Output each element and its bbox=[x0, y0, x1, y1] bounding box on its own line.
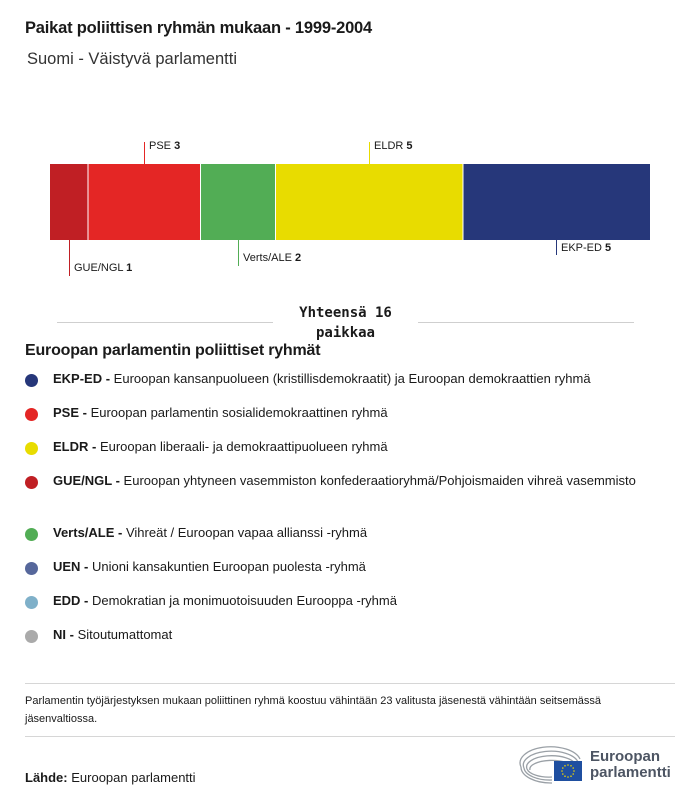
legend-item bbox=[25, 370, 645, 388]
legend-description: Euroopan liberaali- ja demokraattipuolueen ryhmä bbox=[96, 439, 388, 454]
legend-item bbox=[25, 558, 645, 576]
star-icon bbox=[561, 770, 563, 772]
legend-abbr: EDD - bbox=[53, 593, 89, 608]
star-icon bbox=[570, 765, 572, 767]
total-seats bbox=[0, 300, 700, 344]
source-label: Lähde: bbox=[25, 770, 68, 785]
star-icon bbox=[573, 770, 575, 772]
bar-segment-pse bbox=[89, 164, 201, 240]
star-icon bbox=[564, 765, 566, 767]
european-parliament-logo bbox=[518, 745, 683, 785]
data-label-value: 2 bbox=[294, 252, 302, 264]
legend-color-dot-icon bbox=[25, 374, 38, 387]
data-label bbox=[74, 262, 132, 274]
divider bbox=[25, 736, 675, 737]
legend-abbr: GUE/NGL - bbox=[53, 473, 120, 488]
legend-item bbox=[25, 626, 645, 644]
data-label-value: 1 bbox=[126, 262, 133, 274]
bar-segment-eldr bbox=[276, 164, 463, 240]
legend-abbr: UEN - bbox=[53, 559, 89, 574]
legend-item bbox=[25, 592, 645, 610]
data-label-category: GUE/NGL bbox=[74, 262, 127, 274]
chart-title: Paikat poliittisen ryhmän mukaan - 1999-2004 bbox=[25, 19, 373, 37]
total-seats-label bbox=[273, 303, 418, 343]
legend-color-dot-icon bbox=[25, 528, 38, 541]
logo-line1: Euroopan bbox=[590, 748, 660, 765]
data-label bbox=[149, 140, 180, 152]
star-icon bbox=[562, 767, 564, 769]
legend-description: Demokratian ja monimuotoisuuden Eurooppa -ryhmä bbox=[88, 593, 397, 608]
source bbox=[25, 770, 196, 785]
legend-color-dot-icon bbox=[25, 408, 38, 421]
total-seats-line2: paikkaa bbox=[315, 325, 375, 341]
legend-color-dot-icon bbox=[25, 596, 38, 609]
stacked-seat-bar-chart bbox=[0, 130, 700, 290]
divider bbox=[25, 683, 675, 684]
data-label-category: PSE bbox=[149, 140, 175, 152]
legend-color-dot-icon bbox=[25, 630, 38, 643]
legend-abbr: EKP-ED - bbox=[53, 371, 111, 386]
legend-abbr: PSE - bbox=[53, 405, 87, 420]
logo-line2: parlamentti bbox=[590, 764, 671, 781]
legend-description: Euroopan kansanpuolueen (kristillisdemokraatit) ja Euroopan demokraattien ryhmä bbox=[110, 371, 591, 386]
data-label-value: 5 bbox=[406, 140, 413, 152]
hemicycle-icon bbox=[518, 745, 588, 785]
data-label bbox=[374, 140, 413, 152]
legend-abbr: ELDR - bbox=[53, 439, 97, 454]
legend-description: Vihreät / Euroopan vapaa allianssi -ryhmä bbox=[122, 525, 368, 540]
data-label bbox=[243, 252, 301, 264]
legend-item bbox=[25, 472, 645, 490]
legend-item bbox=[25, 524, 645, 542]
eu-flag-icon bbox=[554, 761, 582, 781]
data-label-category: EKP-ED bbox=[561, 242, 606, 254]
legend-color-dot-icon bbox=[25, 562, 38, 575]
star-icon bbox=[572, 767, 574, 769]
divider-line bbox=[418, 322, 634, 323]
legend-color-dot-icon bbox=[25, 476, 38, 489]
legend-description: Unioni kansakuntien Euroopan puolesta -ryhmä bbox=[88, 559, 366, 574]
data-label-category: ELDR bbox=[374, 140, 407, 152]
bar-segment-guengl bbox=[50, 164, 88, 240]
bar-segment-vertsale bbox=[201, 164, 275, 240]
star-icon bbox=[564, 775, 566, 777]
chart-subtitle: Suomi - Väistyvä parlamentti bbox=[27, 50, 237, 68]
legend-color-dot-icon bbox=[25, 442, 38, 455]
source-value: Euroopan parlamentti bbox=[67, 770, 196, 785]
legend-description: Sitoutumattomat bbox=[73, 627, 173, 642]
bar-segment-ekped bbox=[464, 164, 651, 240]
data-label bbox=[561, 242, 611, 254]
legend-item bbox=[25, 404, 645, 422]
logo-text bbox=[590, 749, 671, 781]
legend-abbr: NI - bbox=[53, 627, 74, 642]
footnote: Parlamentin työjärjestyksen mukaan poliittinen ryhmä koostuu vähintään 23 valitusta jäsenestä vähintään seitsemässä jäsenvaltiossa. bbox=[25, 695, 601, 725]
star-icon bbox=[562, 773, 564, 775]
star-icon bbox=[570, 775, 572, 777]
data-label-category: Verts/ALE bbox=[243, 252, 295, 264]
star-icon bbox=[572, 773, 574, 775]
star-icon bbox=[567, 764, 569, 766]
legend-item bbox=[25, 438, 645, 456]
data-label-value: 5 bbox=[605, 242, 612, 254]
total-seats-line1: Yhteensä 16 bbox=[299, 305, 392, 321]
legend-description: Euroopan yhtyneen vasemmiston konfederaatioryhmä/Pohjoismaiden vihreä vasemmisto bbox=[119, 473, 636, 488]
legend-description: Euroopan parlamentin sosialidemokraattinen ryhmä bbox=[86, 405, 388, 420]
star-icon bbox=[567, 776, 569, 778]
divider-line bbox=[57, 322, 273, 323]
legend-title: Euroopan parlamentin poliittiset ryhmät bbox=[25, 342, 321, 359]
data-label-value: 3 bbox=[174, 140, 181, 152]
legend-abbr: Verts/ALE - bbox=[53, 525, 123, 540]
